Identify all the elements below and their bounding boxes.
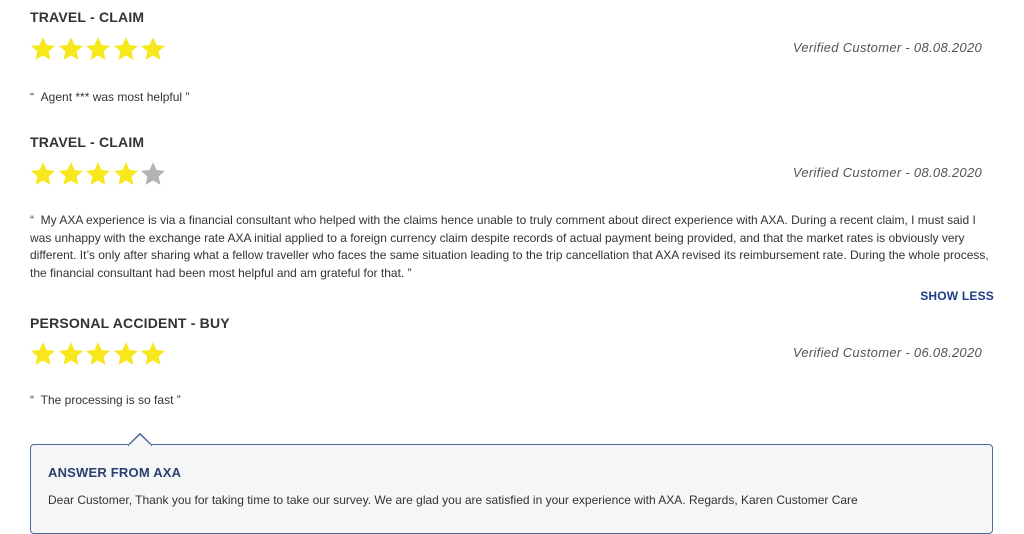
star-filled-icon xyxy=(113,36,140,62)
star-rating xyxy=(30,161,168,187)
close-quote: ” xyxy=(185,90,190,104)
star-rating xyxy=(30,36,168,62)
star-filled-icon xyxy=(113,341,140,367)
company-answer xyxy=(30,444,993,534)
review-product-title: PERSONAL ACCIDENT - BUY xyxy=(30,315,230,331)
star-filled-icon xyxy=(85,36,112,62)
star-filled-icon xyxy=(85,161,112,187)
open-quote: “ xyxy=(30,213,34,227)
open-quote: “ xyxy=(30,393,34,407)
review-body: The processing is so fast xyxy=(40,393,174,407)
star-filled-icon xyxy=(85,341,112,367)
star-filled-icon xyxy=(58,161,85,187)
review-product-title: TRAVEL - CLAIM xyxy=(30,9,145,25)
review-product-title: TRAVEL - CLAIM xyxy=(30,134,145,150)
review-body: Agent *** was most helpful xyxy=(40,90,183,104)
star-filled-icon xyxy=(30,341,57,367)
close-quote: ” xyxy=(407,265,412,280)
star-empty-icon xyxy=(140,161,167,187)
review-body: My AXA experience is via a financial consultant who helped with the claims hence unable to truly comment about direct experience with AXA. During a recent claim, I must said I was unhappy with the exchange rate AXA initial applied to a foreign currency claim despite records of actual payment being provided, and that the market rates is obviously very different. It’s only after sharing what a fellow traveller who faces the same situation leading to the trip cancellation that AXA revised its reimbursement rate. During the whole process, the financial consultant had been most helpful and am grateful for that. xyxy=(30,213,989,280)
verified-customer-date: Verified Customer - 08.08.2020 xyxy=(792,40,982,55)
verified-customer-date: Verified Customer - 08.08.2020 xyxy=(792,165,982,180)
star-filled-icon xyxy=(113,161,140,187)
answer-text: Dear Customer, Thank you for taking time to take our survey. We are glad you are satisfied in your experience with AXA. Regards, Karen Customer Care xyxy=(48,493,858,507)
star-filled-icon xyxy=(30,161,57,187)
answer-title: ANSWER FROM AXA xyxy=(48,465,182,480)
star-filled-icon xyxy=(30,36,57,62)
show-less-button[interactable]: SHOW LESS xyxy=(920,289,994,303)
review-text xyxy=(30,392,994,410)
speech-tail-icon xyxy=(128,433,152,446)
close-quote: ” xyxy=(176,393,181,407)
star-filled-icon xyxy=(140,341,167,367)
star-filled-icon xyxy=(58,36,85,62)
open-quote: “ xyxy=(30,90,34,104)
star-filled-icon xyxy=(140,36,167,62)
star-filled-icon xyxy=(58,341,85,367)
verified-customer-date: Verified Customer - 06.08.2020 xyxy=(792,345,982,360)
review-text xyxy=(30,212,994,282)
review-text xyxy=(30,89,994,107)
star-rating xyxy=(30,341,168,367)
